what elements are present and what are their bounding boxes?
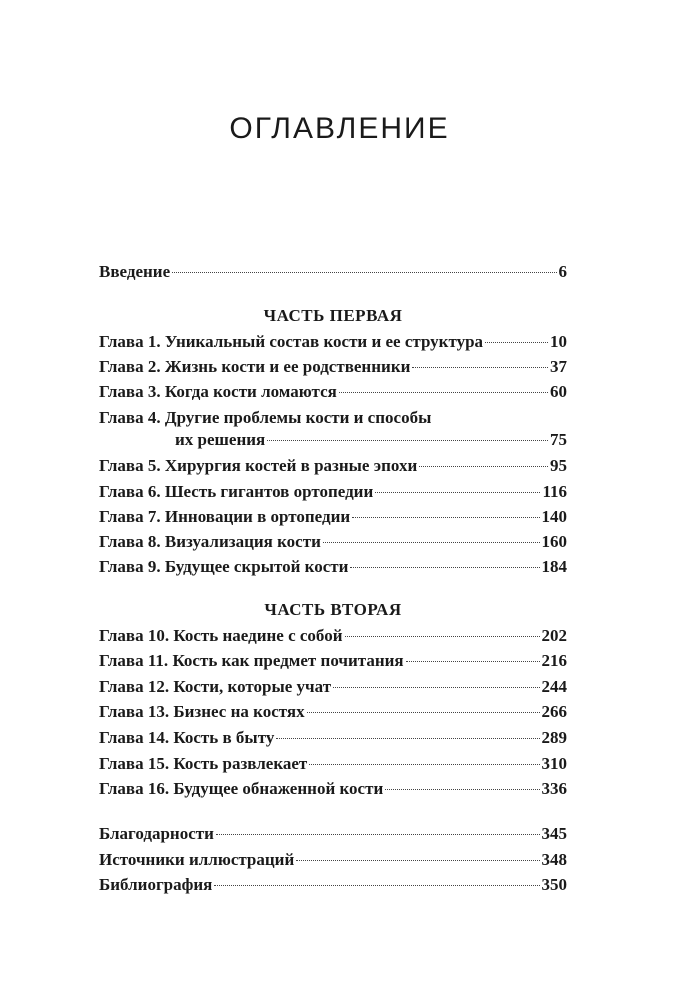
toc-entry-page: 95: [550, 456, 567, 475]
toc-entry-intro[interactable]: [99, 262, 567, 282]
page-title: ОГЛАВЛЕНИЕ: [229, 112, 450, 145]
toc-entry-page: 345: [541, 824, 567, 843]
toc-entry-page: 244: [541, 677, 567, 696]
toc-entry-label: Библиография: [99, 875, 213, 894]
toc-entry-bibliography[interactable]: [99, 875, 567, 895]
dot-leader: [412, 366, 548, 368]
toc-entry-label: Кости, которые учат: [173, 677, 332, 696]
chapter-number: Глава 16.: [99, 779, 174, 798]
toc-entry-label: Введение: [99, 262, 171, 281]
dot-leader: [485, 341, 548, 343]
toc-entry-page: 10: [550, 332, 567, 351]
dot-leader: [352, 516, 539, 518]
toc-entry-label: Жизнь кости и ее родственники: [164, 357, 411, 376]
toc-entry-page: 348: [541, 850, 567, 869]
dot-leader: [385, 788, 539, 790]
toc-entry-page: 140: [541, 507, 567, 526]
toc-entry-page: 336: [541, 779, 567, 798]
chapter-number: Глава 4.: [99, 408, 165, 427]
toc-entry-page: 216: [541, 651, 567, 670]
toc-entry-page: 160: [541, 532, 567, 551]
toc-entry-page: 6: [558, 262, 567, 281]
chapter-number: Глава 13.: [99, 702, 174, 721]
dot-leader: [406, 660, 540, 662]
dot-leader: [333, 686, 539, 688]
toc-entry-label: Кость в быту: [173, 728, 275, 747]
toc-entry-page: 202: [541, 626, 567, 645]
dot-leader: [375, 491, 540, 493]
toc-entry-label: Шесть гигантов ортопедии: [164, 482, 374, 501]
dot-leader: [307, 711, 540, 713]
toc-entry-label: Кость наедине с собой: [173, 626, 343, 645]
toc-entry-page: 310: [541, 754, 567, 773]
chapter-number: Глава 5.: [99, 456, 165, 475]
toc-entry-chapter-13[interactable]: [99, 702, 567, 722]
chapter-number: Глава 10.: [99, 626, 174, 645]
toc-entry-chapter-14[interactable]: [99, 728, 567, 748]
toc-entry-line-1: [99, 408, 567, 428]
toc-entry-page: 75: [550, 430, 567, 449]
toc-entry-acknowledgements[interactable]: [99, 824, 567, 844]
chapter-number: Глава 12.: [99, 677, 174, 696]
dot-leader: [267, 439, 548, 441]
toc-entry-page: 266: [541, 702, 567, 721]
toc-entry-label-continued: их решения: [175, 430, 266, 449]
toc-entry-illustration-sources[interactable]: [99, 850, 567, 870]
dot-leader: [309, 763, 539, 765]
dot-leader: [339, 391, 548, 393]
toc-entry-chapter-10[interactable]: [99, 626, 567, 646]
toc-entry-chapter-11[interactable]: [99, 651, 567, 671]
toc-entry-label: Кость развлекает: [173, 754, 308, 773]
toc-entry-chapter-4[interactable]: [99, 408, 567, 450]
chapter-number: Глава 3.: [99, 382, 165, 401]
dot-leader: [172, 271, 556, 273]
toc-entry-chapter-7[interactable]: [99, 507, 567, 527]
toc-entry-page: 60: [550, 382, 567, 401]
toc-entry-label: Бизнес на костях: [173, 702, 305, 721]
toc-entry-chapter-2[interactable]: [99, 357, 567, 377]
dot-leader: [296, 859, 539, 861]
toc-entry-label: Уникальный состав кости и ее структура: [164, 332, 484, 351]
toc-entry-label: Хирургия костей в разные эпохи: [164, 456, 418, 475]
dot-leader: [214, 884, 539, 886]
toc-entry-chapter-3[interactable]: [99, 382, 567, 402]
dot-leader: [216, 833, 540, 835]
toc-entry-label: Когда кости ломаются: [164, 382, 337, 401]
chapter-number: Глава 11.: [99, 651, 173, 670]
toc-entry-label: Будущее скрытой кости: [164, 557, 349, 576]
toc-entry-page: 37: [550, 357, 567, 376]
chapter-number: Глава 8.: [99, 532, 165, 551]
toc-entry-chapter-1[interactable]: [99, 332, 567, 352]
toc-entry-chapter-6[interactable]: [99, 482, 567, 502]
dot-leader: [419, 465, 548, 467]
toc-entry-page: 289: [541, 728, 567, 747]
chapter-number: Глава 9.: [99, 557, 165, 576]
toc-entry-chapter-12[interactable]: [99, 677, 567, 697]
chapter-number: Глава 2.: [99, 357, 165, 376]
part-heading-2: ЧАСТЬ ВТОРАЯ: [264, 600, 402, 619]
chapter-number: Глава 1.: [99, 332, 165, 351]
chapter-number: Глава 14.: [99, 728, 174, 747]
toc-entry-chapter-8[interactable]: [99, 532, 567, 552]
toc-entry-label: Визуализация кости: [164, 532, 321, 551]
toc-entry-label: Инновации в ортопедии: [164, 507, 351, 526]
toc-entry-label: Будущее обнаженной кости: [173, 779, 384, 798]
toc-entry-chapter-9[interactable]: [99, 557, 567, 577]
toc-entry-line-2: [99, 430, 567, 450]
toc-entry-label: Благодарности: [99, 824, 214, 843]
dot-leader: [345, 635, 540, 637]
toc-entry-chapter-16[interactable]: [99, 779, 567, 799]
toc-entry-page: 350: [541, 875, 567, 894]
toc-entry-page: 116: [542, 482, 567, 501]
part-heading-1: ЧАСТЬ ПЕРВАЯ: [263, 306, 403, 325]
dot-leader: [276, 737, 539, 739]
toc-entry-label: Кость как предмет почитания: [172, 651, 404, 670]
chapter-number: Глава 7.: [99, 507, 165, 526]
dot-leader: [323, 541, 540, 543]
toc-entry-label: Источники иллюстраций: [99, 850, 295, 869]
toc-entry-chapter-5[interactable]: [99, 456, 567, 476]
chapter-number: Глава 15.: [99, 754, 174, 773]
toc-entry-page: 184: [541, 557, 567, 576]
chapter-number: Глава 6.: [99, 482, 165, 501]
toc-entry-chapter-15[interactable]: [99, 754, 567, 774]
dot-leader: [350, 566, 539, 568]
toc-entry-label: Другие проблемы кости и способы: [164, 408, 432, 427]
